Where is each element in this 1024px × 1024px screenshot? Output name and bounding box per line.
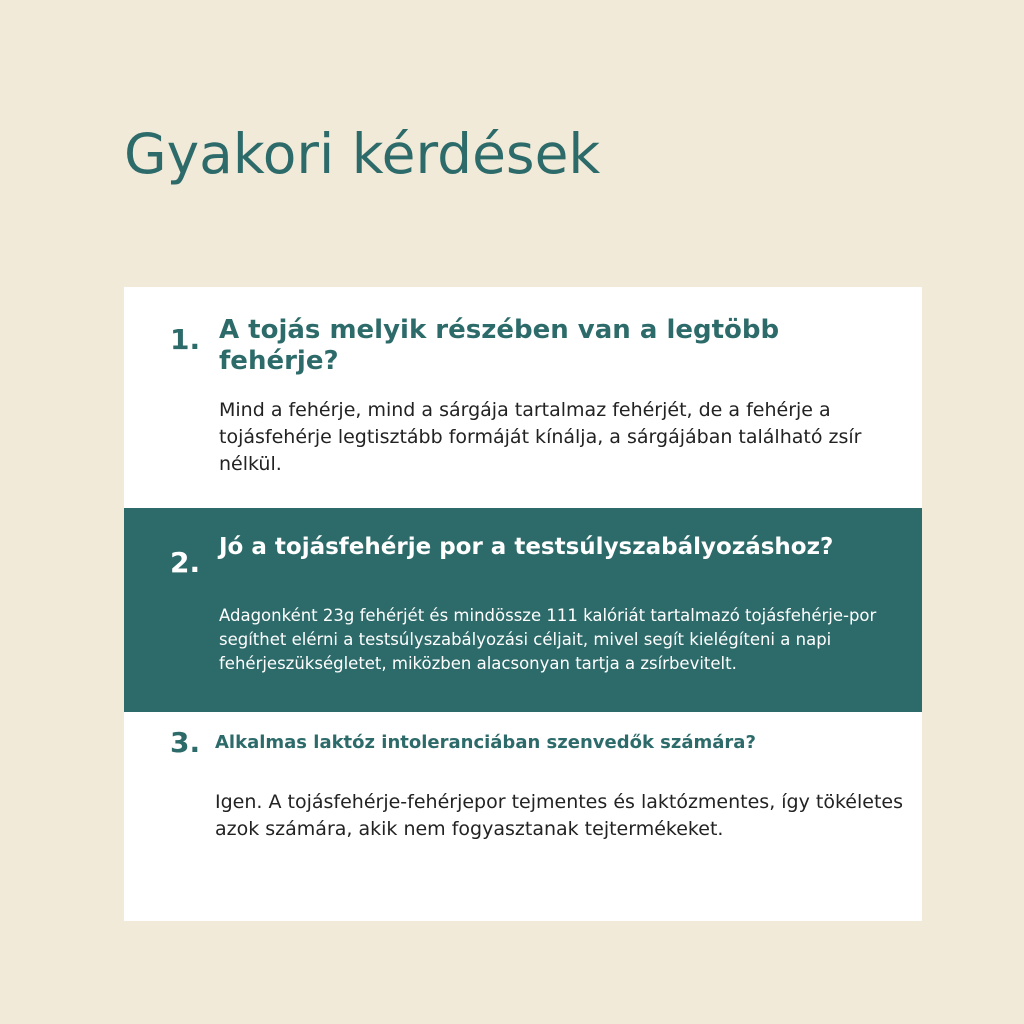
faq-answer: Adagonként 23g fehérjét és mindössze 111 kalóriát tartalmazó tojásfehérje-por segíthet elérni a testsúlyszabályozási céljait, mivel segít kielégíteni a napi fehérjeszükségletet, miközben alacsonyan tartja a zsírbevitelt.: [219, 606, 877, 673]
faq-item-2[interactable]: [124, 508, 922, 712]
faq-number: 3.: [170, 726, 201, 759]
faq-answer: Igen. A tojásfehérje-fehérjepor tejmentes és laktózmentes, így tökéletes azok számára, akik nem fogyasztanak tejtermékeket.: [215, 791, 903, 840]
faq-answer: Mind a fehérje, mind a sárgája tartalmaz fehérjét, de a fehérje a tojásfehérje legtisztább formáját kínálja, a sárgájában található zsír nélkül.: [219, 399, 862, 475]
faq-question: Jó a tojásfehérje por a testsúlyszabályozáshoz?: [219, 534, 834, 560]
faq-number: 2.: [170, 546, 201, 579]
faq-number: 1.: [170, 323, 201, 356]
faq-item-3[interactable]: [124, 712, 922, 921]
faq-card: [124, 287, 922, 921]
faq-item-1[interactable]: [124, 287, 922, 508]
page-title: Gyakori kérdések: [124, 122, 601, 186]
faq-question: Alkalmas laktóz intoleranciában szenvedők számára?: [215, 732, 756, 753]
faq-question: A tojás melyik részében van a legtöbb fehérje?: [219, 315, 780, 376]
